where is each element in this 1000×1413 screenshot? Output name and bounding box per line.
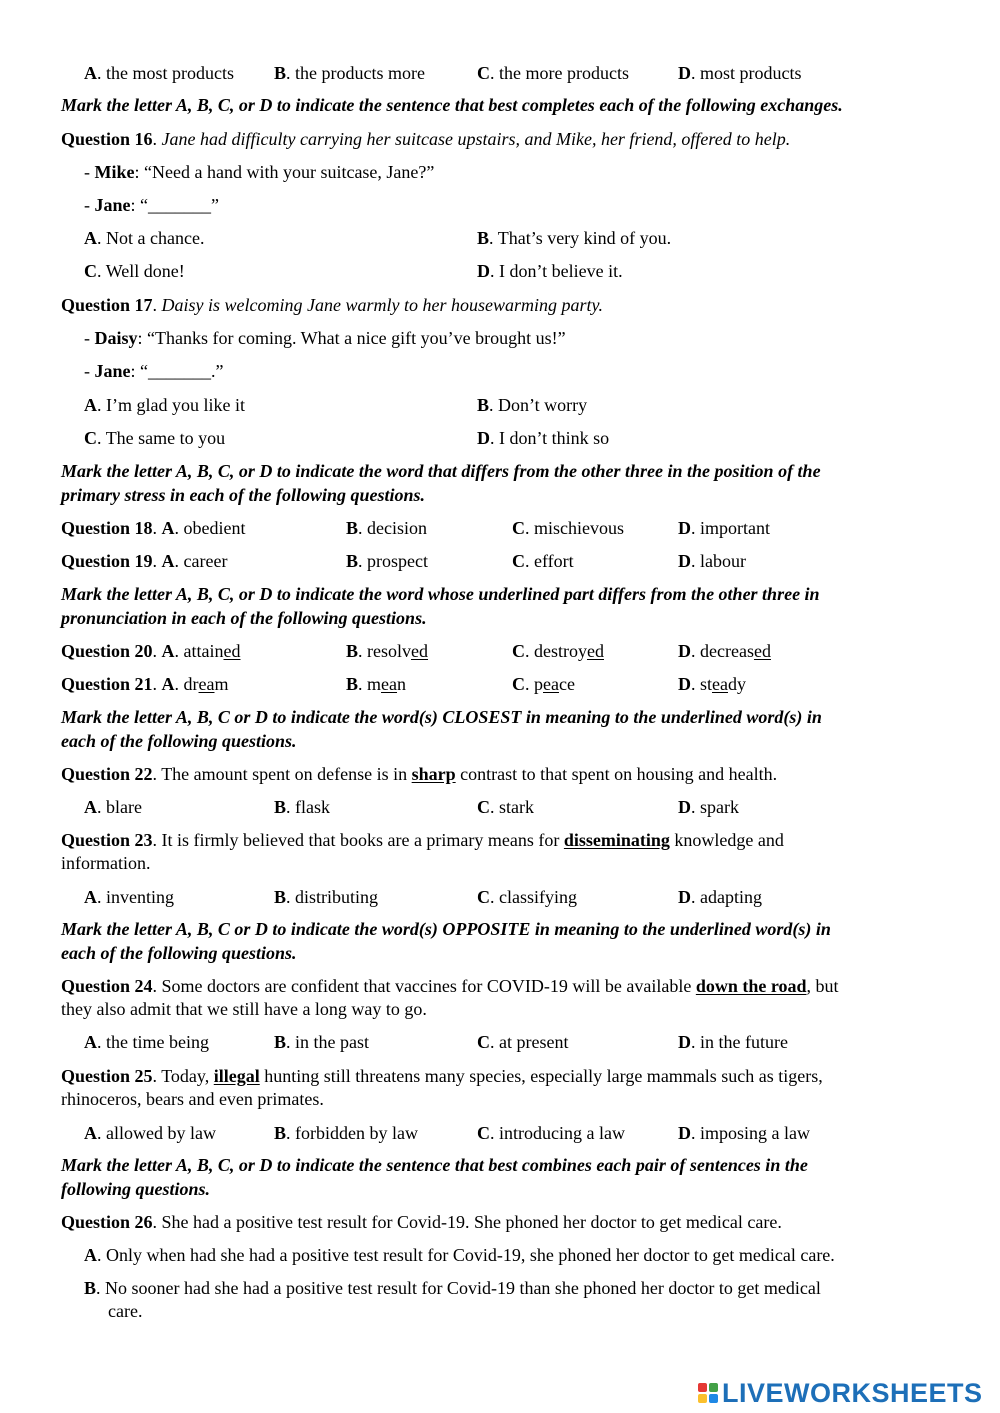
option-b: B. distributing <box>274 887 379 907</box>
option-b: B. prospect <box>346 551 428 571</box>
option-b: B. forbidden by law <box>274 1123 418 1143</box>
option-c: C. peace <box>512 674 575 694</box>
option-c: C. stark <box>477 797 534 817</box>
option-d: D. spark <box>678 797 739 817</box>
liveworksheets-logo <box>698 1378 994 1408</box>
instruction-combine: Mark the letter A, B, C, or D to indicate the sentence that best combines each pair of sentences in the <box>61 1155 808 1175</box>
option-b: B. mean <box>346 674 407 694</box>
option-d: D. I don’t believe it. <box>477 261 623 281</box>
question-21: Question 21. A. dream <box>61 674 229 694</box>
option-b: B. flask <box>274 797 331 817</box>
option-b: B. No sooner had she had a positive test result for Covid-19 than she phoned her doctor to get medical <box>84 1278 821 1298</box>
question-16: Question 16. Jane had difficulty carrying her suitcase upstairs, and Mike, her friend, offered to help. <box>61 129 791 149</box>
option-a: A. Only when had she had a positive test result for Covid-19, she phoned her doctor to get medical care. <box>84 1245 835 1265</box>
option-a: A. blare <box>84 797 142 817</box>
option-b: B. decision <box>346 518 428 538</box>
instruction-opposite-cont: each of the following questions. <box>61 943 297 963</box>
question-18: Question 18. A. obedient <box>61 518 246 538</box>
option-b: B. That’s very kind of you. <box>477 228 672 248</box>
option-c: C. The same to you <box>84 428 226 448</box>
option-c: C. classifying <box>477 887 577 907</box>
instruction-stress: Mark the letter A, B, C, or D to indicate the word that differs from the other three in the position of the <box>61 461 821 481</box>
logo-square-red <box>698 1383 707 1392</box>
question-23: Question 23. It is firmly believed that books are a primary means for disseminating knowledge and <box>61 830 784 850</box>
option-b: B. Don’t worry <box>477 395 588 415</box>
option-c: C. mischievous <box>512 518 624 538</box>
instruction-combine-cont: following questions. <box>61 1179 211 1199</box>
instruction-exchanges: Mark the letter A, B, C, or D to indicate the sentence that best completes each of the following exchanges. <box>61 95 843 115</box>
question-17: Question 17. Daisy is welcoming Jane warmly to her housewarming party. <box>61 295 603 315</box>
option-d: D. steady <box>678 674 746 694</box>
option-a: A. Not a chance. <box>84 228 205 248</box>
option-d: D. decreased <box>678 641 771 661</box>
question-26: Question 26. She had a positive test result for Covid-19. She phoned her doctor to get medical care. <box>61 1212 782 1232</box>
option-c: C. Well done! <box>84 261 185 281</box>
option-c: C. effort <box>512 551 574 571</box>
option-d: D. in the future <box>678 1032 788 1052</box>
option-d: D. most products <box>678 63 802 83</box>
instruction-pronunciation-cont: pronunciation in each of the following questions. <box>61 608 427 628</box>
option-c: C. the more products <box>477 63 629 83</box>
dialogue-line: - Jane: “_______” <box>84 195 219 215</box>
option-b: B. the products more <box>274 63 425 83</box>
option-b: B. resolved <box>346 641 429 661</box>
logo-text: LIVEWORKSHEETS <box>722 1377 983 1408</box>
option-a: A. allowed by law <box>84 1123 216 1143</box>
question-24: Question 24. Some doctors are confident that vaccines for COVID-19 will be available down the road, but <box>61 976 839 996</box>
question-23-cont: information. <box>61 853 151 873</box>
instruction-opposite: Mark the letter A, B, C or D to indicate the word(s) OPPOSITE in meaning to the underlined word(s) in <box>61 919 831 939</box>
question-25: Question 25. Today, illegal hunting still threatens many species, especially large mammals such as tigers, <box>61 1066 823 1086</box>
dialogue-line: - Mike: “Need a hand with your suitcase, Jane?” <box>84 162 435 182</box>
option-d: D. labour <box>678 551 746 571</box>
question-20: Question 20. A. attained <box>61 641 241 661</box>
option-d: D. adapting <box>678 887 762 907</box>
option-a: A. I’m glad you like it <box>84 395 245 415</box>
option-c: C. introducing a law <box>477 1123 625 1143</box>
option-c: C. at present <box>477 1032 569 1052</box>
option-d: D. I don’t think so <box>477 428 610 448</box>
instruction-stress-cont: primary stress in each of the following questions. <box>61 485 426 505</box>
question-22: Question 22. The amount spent on defense is in sharp contrast to that spent on housing and health. <box>61 764 778 784</box>
option-b-cont: care. <box>108 1301 143 1321</box>
instruction-closest: Mark the letter A, B, C or D to indicate the word(s) CLOSEST in meaning to the underlined word(s) in <box>61 707 822 727</box>
option-b: B. in the past <box>274 1032 370 1052</box>
option-d: D. important <box>678 518 770 538</box>
option-d: D. imposing a law <box>678 1123 810 1143</box>
question-24-cont: they also admit that we still have a long way to go. <box>61 999 427 1019</box>
question-19: Question 19. A. career <box>61 551 228 571</box>
dialogue-line: - Daisy: “Thanks for coming. What a nice gift you’ve brought us!” <box>84 328 566 348</box>
option-a: A. the most products <box>84 63 234 83</box>
logo-square-green <box>709 1383 718 1392</box>
option-a: A. the time being <box>84 1032 209 1052</box>
instruction-closest-cont: each of the following questions. <box>61 731 297 751</box>
option-c: C. destroyed <box>512 641 604 661</box>
logo-icon <box>698 1383 718 1403</box>
dialogue-line: - Jane: “_______.” <box>84 361 224 381</box>
instruction-pronunciation: Mark the letter A, B, C, or D to indicate the word whose underlined part differs from the other three in <box>61 584 820 604</box>
logo-square-yellow <box>698 1394 707 1403</box>
logo-square-blue <box>709 1394 718 1403</box>
option-a: A. inventing <box>84 887 174 907</box>
question-25-cont: rhinoceros, bears and even primates. <box>61 1089 324 1109</box>
